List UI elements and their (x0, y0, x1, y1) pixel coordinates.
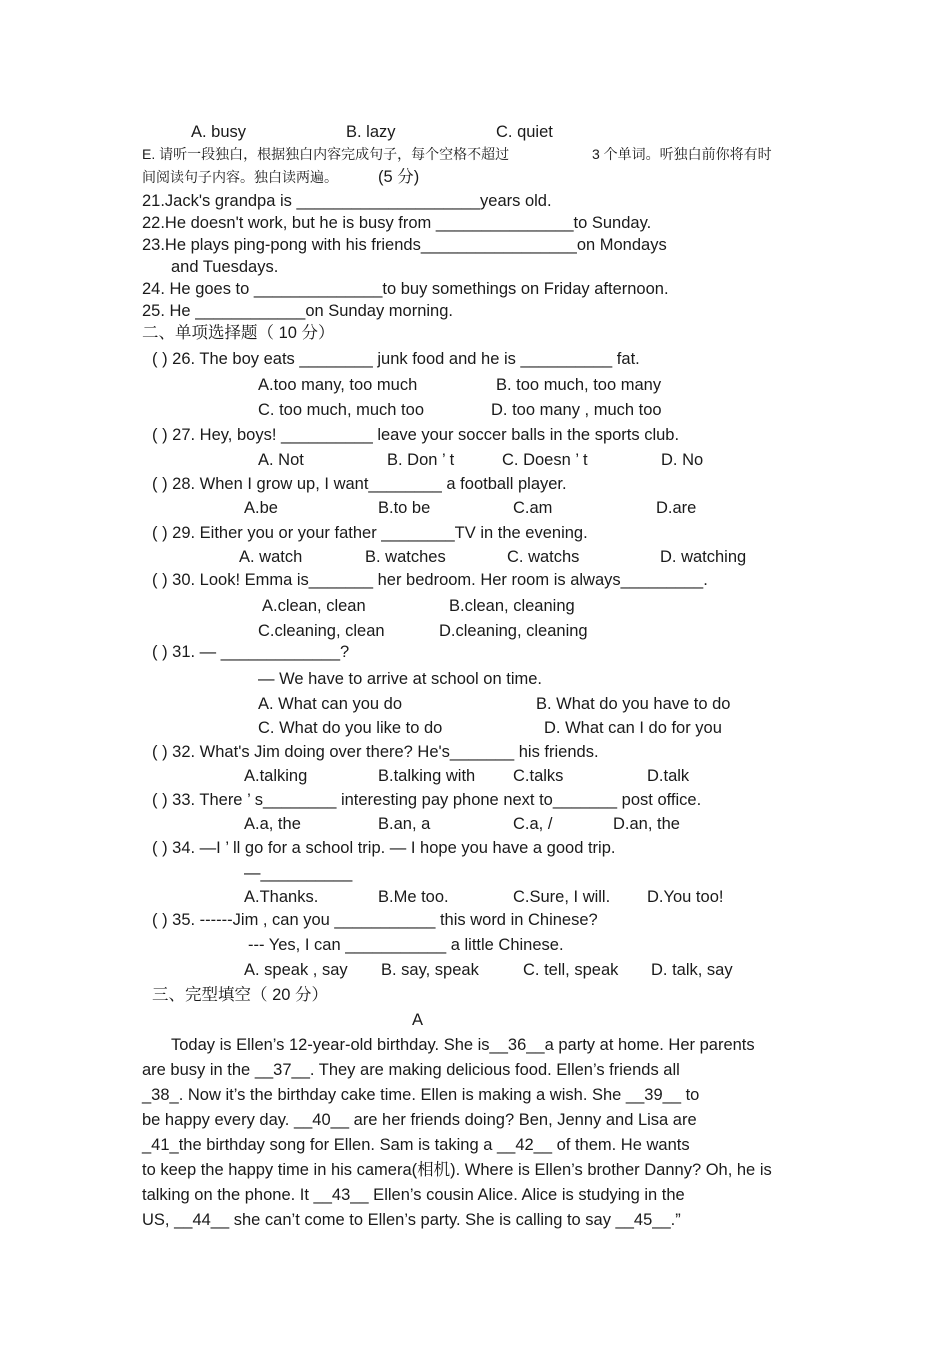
passage-line-1: Today is Ellen’s 12-year-old birthday. She is__36__a party at home. Her parents (171, 1036, 755, 1054)
question-33: ( ) 33. There ’ s________ interesting pay phone next to_______ post office. (152, 791, 702, 809)
q32-option-a: A.talking (244, 767, 308, 785)
q27-option-d: D. No (661, 451, 704, 469)
option-b: B. lazy (346, 123, 396, 141)
q31-option-b: B. What do you have to do (536, 695, 731, 713)
passage-line-5: _41_the birthday song for Ellen. Sam is taking a __42__ of them. He wants (142, 1136, 690, 1154)
q31-option-a: A. What can you do (258, 695, 402, 713)
q29-option-d: D. watching (660, 548, 747, 566)
section-e-instruction-cont: 3 个单词。听独白前你将有时 (592, 146, 772, 162)
question-26: ( ) 26. The boy eats ________ junk food and he is __________ fat. (152, 350, 640, 368)
q34-option-b: B.Me too. (378, 888, 449, 906)
question-32: ( ) 32. What's Jim doing over there? He's_______ his friends. (152, 743, 599, 761)
q35-option-d: D. talk, say (651, 961, 733, 979)
passage-line-7: talking on the phone. It __43__ Ellen’s cousin Alice. Alice is studying in the (142, 1186, 685, 1204)
q32-option-b: B.talking with (378, 767, 476, 785)
option-a: A. busy (191, 123, 247, 141)
section-3-title: 三、完型填空（ 20 分） (152, 986, 329, 1004)
question-30: ( ) 30. Look! Emma is_______ her bedroom. Her room is always_________. (152, 571, 708, 589)
q33-option-c: C.a, / (513, 815, 553, 833)
passage-line-8: US, __44__ she can’t come to Ellen’s party. She is calling to say __45__.” (142, 1211, 681, 1229)
q29-option-a: A. watch (239, 548, 303, 566)
section-2-title: 二、单项选择题（ 10 分） (142, 324, 335, 342)
q29-option-c: C. watchs (507, 548, 580, 566)
q30-option-b: B.clean, cleaning (449, 597, 575, 615)
passage-line-4: be happy every day. __40__ are her friends doing? Ben, Jenny and Lisa are (142, 1111, 697, 1129)
q31-option-c: C. What do you like to do (258, 719, 443, 737)
q32-option-c: C.talks (513, 767, 564, 785)
q35-option-a: A. speak , say (244, 961, 348, 979)
q31-option-d: D. What can I do for you (544, 719, 722, 737)
q28-option-b: B.to be (378, 499, 431, 517)
q30-option-d: D.cleaning, cleaning (439, 622, 588, 640)
q29-option-b: B. watches (365, 548, 446, 566)
q26-option-d: D. too many , much too (491, 401, 662, 419)
passage-line-3: _38_. Now it’s the birthday cake time. Ellen is making a wish. She __39__ to (142, 1086, 700, 1104)
question-28: ( ) 28. When I grow up, I want________ a football player. (152, 475, 567, 493)
q27-option-c: C. Doesn ’ t (502, 451, 588, 469)
q26-option-c: C. too much, much too (258, 401, 424, 419)
section-e-instruction-line2: 间阅读句子内容。独白读两遍。 (142, 169, 338, 185)
q26-option-a: A.too many, too much (258, 376, 418, 394)
q27-option-a: A. Not (258, 451, 304, 469)
passage-line-2: are busy in the __37__. They are making delicious food. Ellen’s friends all (142, 1061, 680, 1079)
question-25: 25. He ____________on Sunday morning. (142, 302, 453, 320)
question-27: ( ) 27. Hey, boys! __________ leave your soccer balls in the sports club. (152, 426, 680, 444)
q35-option-b: B. say, speak (381, 961, 479, 979)
question-22: 22.He doesn't work, but he is busy from _______________to Sunday. (142, 214, 652, 232)
question-23-cont: and Tuesdays. (171, 258, 279, 276)
q28-option-d: D.are (656, 499, 697, 517)
passage-line-6: to keep the happy time in his camera(相机). Where is Ellen’s brother Danny? Oh, he is (142, 1161, 772, 1179)
q26-option-b: B. too much, too many (496, 376, 662, 394)
option-c: C. quiet (496, 123, 553, 141)
question-31-reply: — We have to arrive at school on time. (258, 670, 542, 688)
question-23: 23.He plays ping-pong with his friends_________________on Mondays (142, 236, 667, 254)
q33-option-b: B.an, a (378, 815, 431, 833)
question-21: 21.Jack's grandpa is ____________________years old. (142, 192, 552, 210)
question-29: ( ) 29. Either you or your father ________TV in the evening. (152, 524, 588, 542)
q30-option-a: A.clean, clean (262, 597, 366, 615)
question-34: ( ) 34. —I ’ ll go for a school trip. — I hope you have a good trip. (152, 839, 616, 857)
q32-option-d: D.talk (647, 767, 690, 785)
q34-option-d: D.You too! (647, 888, 724, 906)
section-e-score: (5 分) (378, 168, 420, 186)
q28-option-c: C.am (513, 499, 553, 517)
q28-option-a: A.be (244, 499, 278, 517)
question-35-reply: --- Yes, I can ___________ a little Chinese. (248, 936, 564, 954)
q33-option-d: D.an, the (613, 815, 680, 833)
q33-option-a: A.a, the (244, 815, 301, 833)
q34-option-c: C.Sure, I will. (513, 888, 611, 906)
q30-option-c: C.cleaning, clean (258, 622, 385, 640)
section-e-instruction: E. 请听一段独白，根据独白内容完成句子，每个空格不超过 (142, 146, 510, 162)
question-24: 24. He goes to ______________to buy somethings on Friday afternoon. (142, 280, 669, 298)
question-35: ( ) 35. ------Jim , can you ___________ this word in Chinese? (152, 911, 598, 929)
passage-label: A (412, 1011, 424, 1029)
q35-option-c: C. tell, speak (523, 961, 619, 979)
question-31: ( ) 31. — _____________? (152, 643, 350, 661)
q34-option-a: A.Thanks. (244, 888, 319, 906)
question-34-reply: —__________ (244, 864, 353, 882)
q27-option-b: B. Don ’ t (387, 451, 455, 469)
